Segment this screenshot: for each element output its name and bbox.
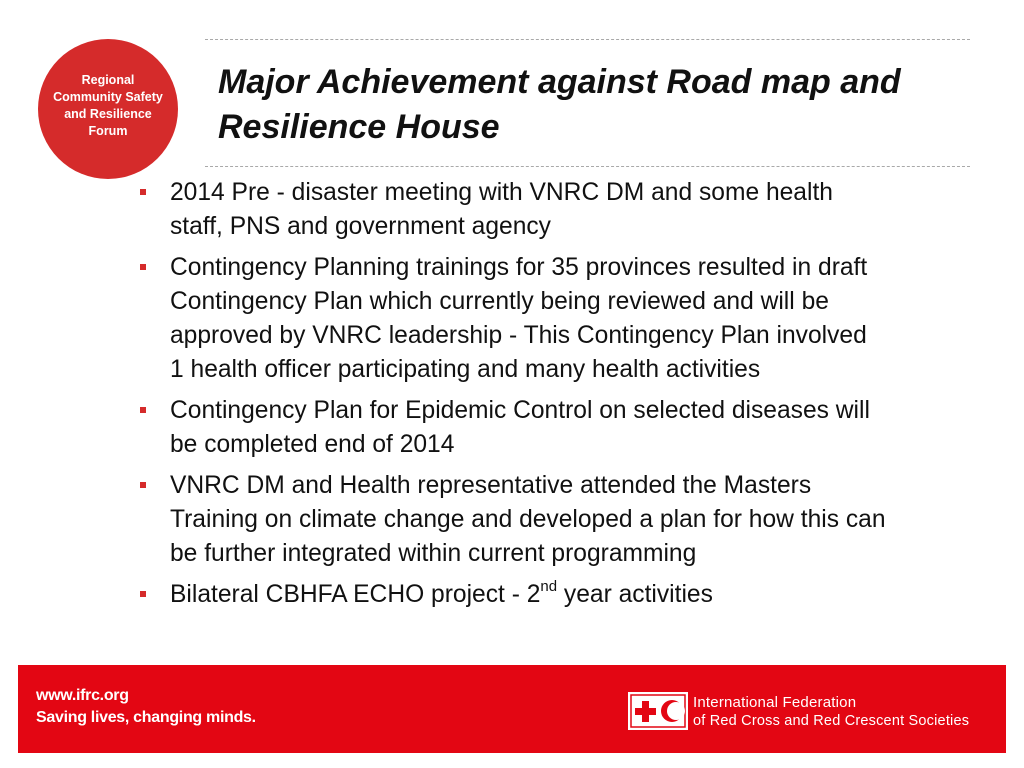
bullet-line: approved by VNRC leadership - This Contingency Plan involved bbox=[170, 322, 867, 349]
bullet-item bbox=[140, 469, 1010, 571]
title-divider-bottom bbox=[205, 166, 970, 167]
bullet-line: VNRC DM and Health representative attended the Masters bbox=[170, 472, 812, 499]
slide-title bbox=[218, 60, 978, 150]
bullet-item bbox=[140, 176, 1010, 244]
bullet-marker-icon bbox=[140, 264, 146, 270]
bullet-line: staff, PNS and government agency bbox=[170, 213, 551, 240]
footer-tagline: Saving lives, changing minds. bbox=[36, 709, 256, 726]
bullet-item bbox=[140, 251, 1010, 387]
badge-line: and Resilience bbox=[64, 107, 152, 121]
bullet-line: Contingency Planning trainings for 35 provinces resulted in draft bbox=[170, 254, 868, 281]
bullet-text: Bilateral CBHFA ECHO project - 2 bbox=[170, 581, 541, 608]
title-divider-top bbox=[205, 39, 970, 40]
organization-name bbox=[693, 693, 969, 731]
forum-badge bbox=[38, 39, 178, 179]
bullet-line: 2014 Pre - disaster meeting with VNRC DM and some health bbox=[170, 179, 833, 206]
title-line: Resilience House bbox=[218, 108, 500, 146]
bullet-line: 1 health officer participating and many health activities bbox=[170, 356, 761, 383]
badge-line: Regional bbox=[81, 73, 135, 87]
bullet-line: be completed end of 2014 bbox=[170, 431, 455, 458]
bullet-line: Training on climate change and developed a plan for how this can bbox=[170, 506, 886, 533]
bullet-marker-icon bbox=[140, 407, 146, 413]
bullet-text: year activities bbox=[557, 581, 713, 608]
red-cross-red-crescent-logo-icon bbox=[628, 692, 688, 730]
website-link[interactable]: www.ifrc.org bbox=[36, 687, 129, 704]
bullet-line: be further integrated within current programming bbox=[170, 540, 697, 567]
bullet-item bbox=[140, 394, 1010, 462]
forum-badge-text bbox=[43, 72, 173, 140]
bullet-marker-icon bbox=[140, 482, 146, 488]
org-name-line: International Federation bbox=[693, 694, 857, 711]
footer-bar bbox=[18, 665, 1006, 753]
bullet-line: Contingency Plan for Epidemic Control on selected diseases will bbox=[170, 397, 870, 424]
badge-line: Forum bbox=[88, 124, 128, 138]
bullet-list bbox=[140, 176, 1010, 619]
bullet-marker-icon bbox=[140, 591, 146, 597]
bullet-line bbox=[170, 578, 1010, 612]
org-name-line: of Red Cross and Red Crescent Societies bbox=[693, 713, 970, 729]
ordinal-superscript: nd bbox=[540, 577, 558, 595]
bullet-marker-icon bbox=[140, 189, 146, 195]
badge-line: Community Safety bbox=[53, 90, 163, 104]
bullet-item bbox=[140, 578, 1010, 612]
bullet-line: Contingency Plan which currently being reviewed and will be bbox=[170, 288, 829, 315]
title-line: Major Achievement against Road map and bbox=[218, 63, 901, 101]
